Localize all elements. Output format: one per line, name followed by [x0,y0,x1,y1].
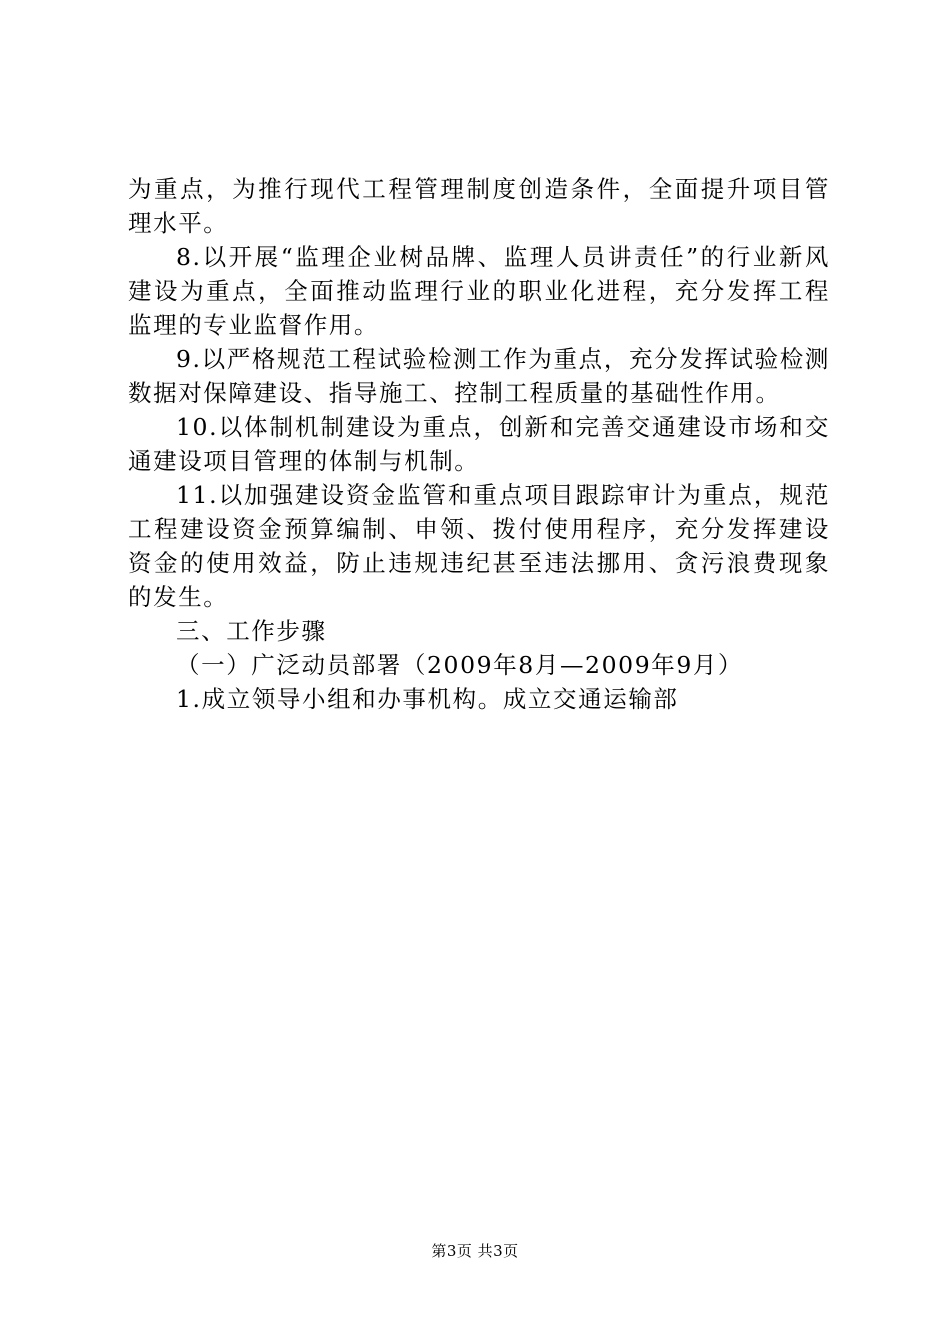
document-body [128,172,830,716]
paragraph-item-10: 10.以体制机制建设为重点，创新和完善交通建设市场和交通建设项目管理的体制与机制。 [128,413,830,475]
paragraph-item-8: 8.以开展“监理企业树品牌、监理人员讲责任”的行业新风建设为重点，全面推动监理行业的职业化进程，充分发挥工程监理的专业监督作用。 [128,243,830,339]
page-number-footer: 第3页 共3页 [431,1242,519,1260]
subsection-heading-mobilization: （一）广泛动员部署（2009年8月—2009年9月） [176,651,744,679]
paragraph-item-11: 11.以加强建设资金监管和重点项目跟踪审计为重点，规范工程建设资金预算编制、申领、拨付使用程序，充分发挥建设资金的使用效益，防止违规违纪甚至违法挪用、贪污浪费现象的发生。 [128,481,830,611]
paragraph-step-1: 1.成立领导小组和办事机构。成立交通运输部 [176,685,679,713]
paragraph-continuation: 为重点，为推行现代工程管理制度创造条件，全面提升项目管理水平。 [128,175,830,237]
paragraph-item-9: 9.以严格规范工程试验检测工作为重点，充分发挥试验检测数据对保障建设、指导施工、控制工程质量的基础性作用。 [128,345,830,407]
section-heading-work-steps: 三、工作步骤 [176,617,327,645]
